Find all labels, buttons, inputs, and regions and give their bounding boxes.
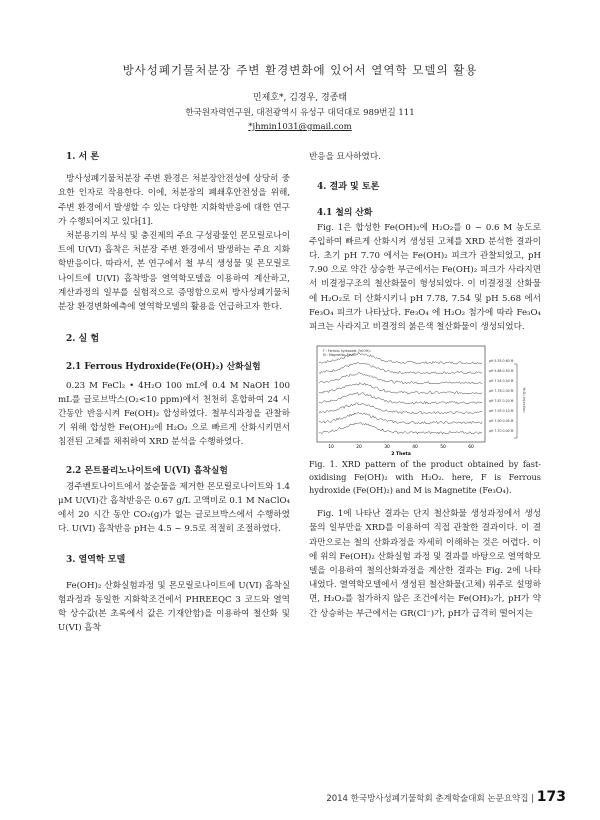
xrd-trace	[319, 373, 482, 385]
xrd-trace	[319, 423, 482, 434]
footer-text: 2014 한국방사성폐기물학회 춘계학술대회 논문요약집	[326, 794, 529, 804]
right-column	[309, 150, 541, 621]
left-column	[58, 150, 290, 636]
pattern-label: pH 7.70 0.00 M	[489, 429, 514, 434]
xrd-plot	[309, 342, 541, 458]
x-tick-label: 50	[440, 445, 446, 451]
paragraph: Fig. 1에 나타난 결과는 단지 철산화물 생성과정에서 생성물의 일부만을 XRD를 이용하여 직접 관찰한 결과이다. 이 결과만으로는 철의 산화과정을 자세히 이해하는 것은 어렵다. 이에 위의 Fe(OH)₂ 산화실험 과정 및 결과를 바탕으로 열역학모델을 이용하여 철의산화과정을 계산한 결과는 Fig. 2에 나타내었다. 열역학모델에서 생성된 철산화물(고체) 위주로 설명하면, H₂O₂를 첨가하지 않은 조건에서는 Fe(OH)₂가, pH가 약간 상승하는 부근에서는 GR(Cl⁻)가, pH가 급격히 떨어지는	[309, 509, 541, 619]
pattern-label: pH 5.68 0.50 M	[489, 369, 514, 374]
xrd-trace	[319, 383, 482, 395]
subsection-heading-2-2: 2.2 몬트몰리노나이트에 U(VI) 흡착실험	[66, 465, 228, 476]
paragraph: 방사성폐기물처분장 주변 환경은 처분장안전성에 상당히 중요한 인자로 작용한다. 이에, 처분장의 폐쇄후안전성을 위해, 주변 환경에서 발생할 수 있는 다양한 지화학반응에 대한 연구가 수행되어지고 있다[1].	[58, 174, 290, 227]
legend-m: M : Magnetite, Fe₃O₄	[323, 353, 356, 358]
xrd-trace	[319, 403, 482, 414]
plot-frame	[317, 346, 485, 442]
xrd-trace	[319, 393, 482, 405]
x-tick-label: 40	[412, 445, 418, 451]
diffraction-patterns	[319, 353, 482, 435]
pattern-label: pH 7.87 0.20 M	[489, 399, 514, 404]
x-tick-label: 20	[356, 445, 362, 451]
section-heading-intro: 1. 서 론	[66, 152, 100, 162]
x-tick-label: 60	[468, 445, 474, 451]
xrd-trace	[319, 413, 482, 424]
affiliation: 한국원자력연구원, 대전광역시 유성구 대덕대로 989번길 111	[185, 108, 415, 118]
pattern-label: pH 7.93 0.10 M	[489, 409, 514, 414]
pattern-label: pH 7.90 0.05 M	[489, 419, 514, 424]
legend-f: F : Ferrous hydroxide, Fe(OH)₂	[323, 349, 371, 354]
email-link[interactable]: *jhmin1031@gmail.com	[248, 122, 352, 132]
pattern-label: pH 7.78 0.30 M	[489, 389, 514, 394]
figure-caption: Fig. 1. XRD pattern of the product obtained by fast-oxidising Fe(OH)₂ with H₂O₂. here, F is Ferrous hydroxide (Fe(OH)₂) and M is Magnetite (Fe₃O₄).	[309, 459, 541, 496]
pattern-labels	[489, 359, 514, 433]
page-footer	[0, 789, 566, 805]
pattern-label: pH 5.55 0.60 M	[489, 359, 514, 364]
section-heading-model: 3. 열역학 모델	[66, 554, 126, 565]
paragraph: 반응을 묘사하였다.	[309, 152, 381, 162]
xrd-figure	[309, 342, 541, 458]
paragraph: 처분용기의 부식 및 충진제의 주요 구성광물인 몬모릴로나이트에 U(VI) 흡착은 처분장 주변 환경에서 발생하는 주요 지화학반응이다. 따라서, 본 연구에서 철 부식 생성물 및 몬모릴로나이트에 U(VI) 흡착방응 열역학모델을 이용하여 계산하고, 계산과정의 일부를 실험적으로 증명함으로써 방사성폐기물처분장 환경변화예측에 열역학모델의 활용을 언급하고자 한다.	[58, 231, 290, 313]
subsection-heading-2-1: 2.1 Ferrous Hydroxide(Fe(OH)₂) 산화실험	[66, 362, 261, 373]
injection-bracket	[514, 364, 517, 438]
section-heading-experiment: 2. 실 험	[66, 334, 100, 345]
paragraph: 0.23 M FeCl₂ • 4H₂O 100 mL에 0.4 M NaOH 100 mL를 글로브박스(O₂<10 ppm)에서 천천히 혼합하여 24 시간동안 반응시켜 Fe(OH)₂ 합성하였다. 철부식과정을 관찰하기 위해 합성한 Fe(OH)₂에 H₂O₂ 으로 빠르게 산화시키면서 침전된 고체를 채취하여 XRD 분석을 수행하였다.	[58, 380, 290, 448]
authors: 민제호*, 김경우, 경종태	[252, 93, 348, 103]
paper-title: 방사성폐기물처분장 주변 환경변화에 있어서 열역학 모델의 활용	[122, 63, 478, 77]
page-number: 173	[536, 789, 566, 805]
pattern-label: pH 7.54 0.40 M	[489, 379, 514, 384]
x-axis-label: 2 Theta	[391, 452, 411, 458]
footer-separator: |	[531, 794, 537, 804]
subsection-heading-4-1: 4.1 철의 산화	[317, 208, 373, 219]
paragraph: Fe(OH)₂ 산화실험과정 및 몬모릴로나이트에 U(VI) 흡착실험과정과 동일한 지화학조건에서 PHREEQC 3 코드와 열역학 상수값(본 초록에서 값은 기재안함)을 이용하여 철산화 및 U(VI) 흡착	[58, 580, 290, 634]
bracket-label: H₂O₂ Injection	[522, 387, 526, 413]
x-tick-label: 30	[384, 445, 390, 451]
paragraph: 경주벤토나이트에서 불순물을 제거한 몬모릴로나이트와 1.4 μM U(VI)간 흡착반응은 0.67 g/L 고액비로 0.1 M NaClO₄ 에서 20 시간 동안 CO₂(g)가 없는 글로브박스에서 수행하였다. U(VI) 흡착반응 pH는 4.5 ~ 9.5로 적절히 조절하였다.	[58, 481, 290, 535]
x-tick-labels	[328, 444, 474, 450]
section-heading-results: 4. 결과 및 토론	[317, 182, 380, 193]
x-tick-label: 10	[328, 445, 334, 451]
paragraph: Fig. 1은 합성한 Fe(OH)₂에 H₂O₂를 0 ~ 0.6 M 농도로 주입하여 빠르게 산화시켜 생성된 고체를 XRD 분석한 결과이다. 초기 pH 7.70 에서는 Fe(OH)₂ 피크가 관찰되었고, pH 7.90 으로 약간 상승한 부근에서는 Fe(OH)₂ 피크가 사라지면서 비결정구조의 철산화물이 형성되었다. 이 비결정질 산화물에 H₂O₂로 더 산화시키니 pH 7.78, 7.54 및 pH 5.68 에서 Fe₃O₄ 피크가 나타났다. Fe₃O₄ 에 H₂O₂ 첨가에 따라 Fe₃O₄ 피크는 사라지고 비결정의 붉은색 철산화물이 생성되었다.	[309, 222, 541, 333]
xrd-trace	[319, 363, 482, 374]
